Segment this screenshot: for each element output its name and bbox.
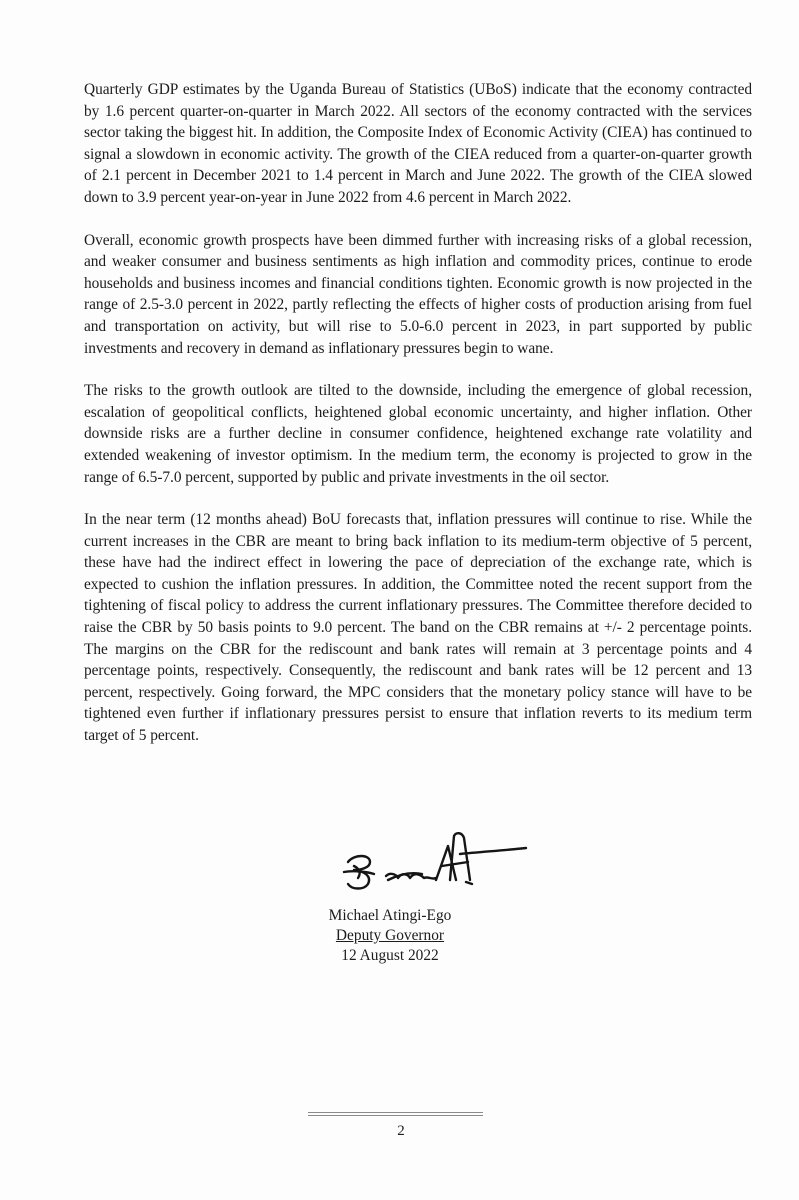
paragraph-gdp-estimates: Quarterly GDP estimates by the Uganda Bureau of Statistics (UBoS) indicate that the economy contracted by 1.6 percent quarter-on-quarter in March 2022. All sectors of the economy contracted with the services sector taking the biggest hit. In addition, the Composite Index of Economic Activity (CIEA) has continued to signal a slowdown in economic activity. The growth of the CIEA reduced from a quarter-on-quarter growth of 2.1 percent in December 2021 to 1.4 percent in March and June 2022. The growth of the CIEA slowed down to 3.9 percent year-on-year in June 2022 from 4.6 percent in March 2022. [84, 81, 752, 206]
signer-details [300, 906, 480, 966]
body-text [84, 79, 752, 768]
handwritten-signature [340, 828, 530, 904]
paragraph-growth-risks: The risks to the growth outlook are tilted to the downside, including the emergence of global recession, escalation of geopolitical conflicts, heightened global economic uncertainty, and higher inflation. Other downside risks are a further decline in consumer confidence, heightened exchange rate volatility and extended weakening of investor optimism. In the medium term, the economy is projected to grow in the range of 6.5-7.0 percent, supported by public and private investments in the oil sector. [84, 382, 752, 486]
signer-name: Michael Atingi-Ego [328, 907, 452, 924]
page-number: 2 [397, 1123, 405, 1139]
paragraph-growth-prospects: Overall, economic growth prospects have been dimmed further with increasing risks of a global recession, and weaker consumer and business sentiments as high inflation and commodity prices, continue to erode households and business incomes and financial conditions tighten. Economic growth is now projected in the range of 2.5-3.0 percent in 2022, partly reflecting the effects of higher costs of production arising from fuel and transportation on activity, but will rise to 5.0-6.0 percent in 2023, in part supported by public investments and recovery in demand as inflationary pressures begin to wane. [84, 231, 752, 357]
signature-date: 12 August 2022 [341, 947, 439, 964]
footer-divider [308, 1112, 483, 1118]
paragraph-policy-decision: In the near term (12 months ahead) BoU forecasts that, inflation pressures will continue to rise. While the current increases in the CBR are meant to bring back inflation to its medium-term objective of 5 percent, these have had the indirect effect in lowering the pace of depreciation of the exchange rate, which is expected to cushion the inflation pressures. In addition, the Committee noted the recent support from the tightening of fiscal policy to address the current inflationary pressures. The Committee therefore decided to raise the CBR by 50 basis points to 9.0 percent. The band on the CBR remains at +/- 2 percentage points. The margins on the CBR for the rediscount and bank rates will remain at 3 percentage points and 4 percentage points, respectively. Consequently, the rediscount and bank rates will be 12 percent and 13 percent, respectively. Going forward, the MPC considers that the monetary policy stance will have to be tightened even further if inflationary pressures persist to ensure that inflation reverts to its medium term target of 5 percent. [84, 511, 752, 745]
signer-title: Deputy Governor [335, 927, 445, 944]
